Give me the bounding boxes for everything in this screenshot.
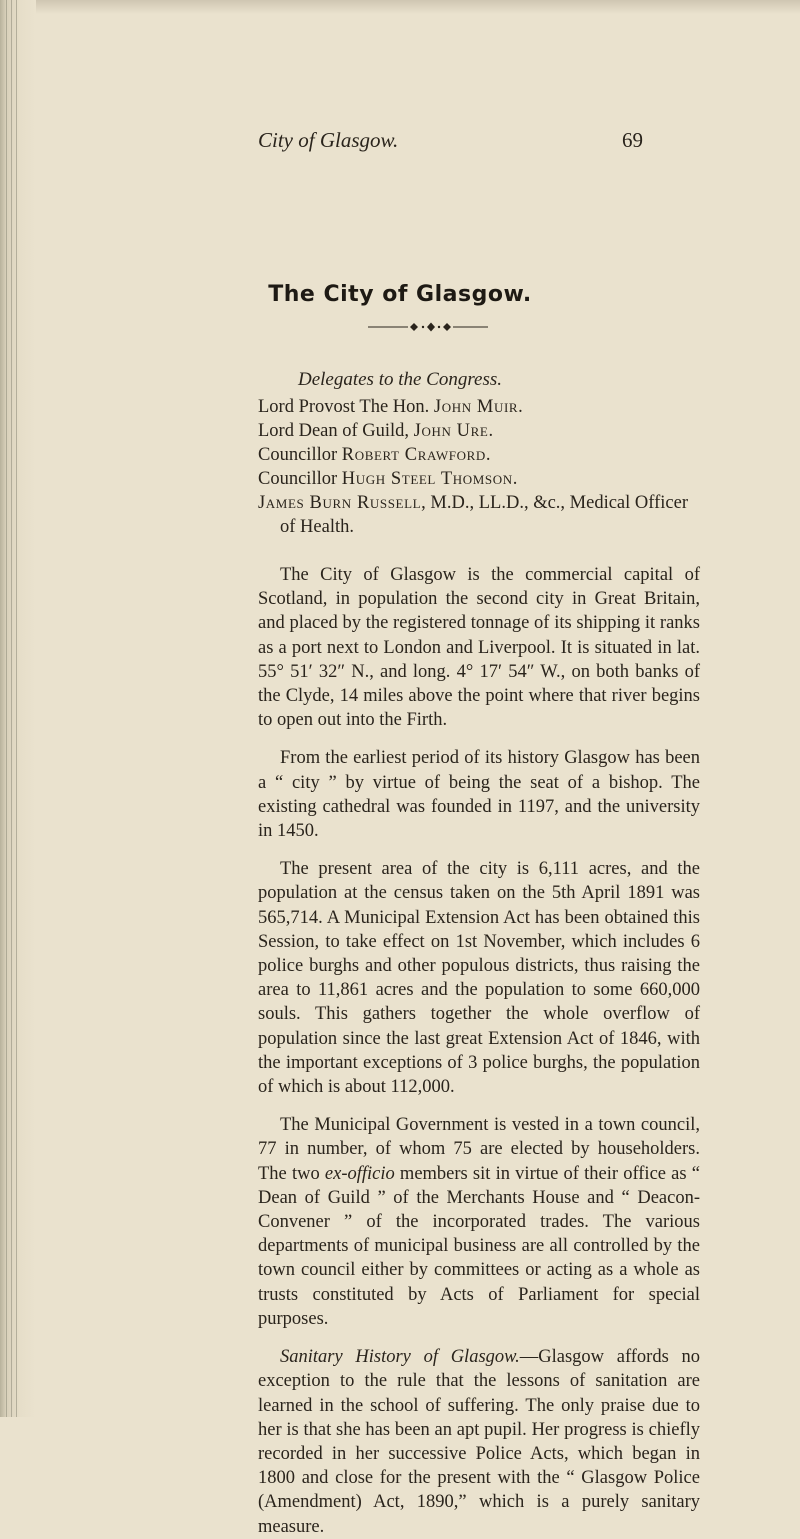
emphasis-text: ex-officio [324, 1163, 395, 1184]
delegate-entry [258, 467, 698, 491]
section-run-in-heading: Sanitary History of Glasgow. [280, 1347, 520, 1368]
delegates-list [258, 395, 698, 539]
ornament-divider [368, 321, 488, 333]
delegate-name: Robert Crawford [341, 445, 486, 465]
paragraph-text: —Glasgow affords no exception to the rule that the lessons of sanitation are learned in the school of suffering. The only praise due to her is that she has been an apt pupil. Her progress is chiefly recorded in her successive Police Acts, which began in 1800 and close for the present with the “ Glasgow Police (Amendment) Act, 1890,” which is a purely sanitary measure. [258, 1347, 700, 1537]
delegate-suffix: . [512, 469, 518, 489]
delegate-name: James Burn Russell [258, 493, 422, 513]
delegate-suffix: . [488, 421, 494, 441]
delegate-name: John Ure [413, 421, 489, 441]
page-title: The City of Glasgow. [268, 282, 532, 307]
delegate-entry [258, 395, 698, 419]
body-text [258, 563, 700, 1539]
delegate-prefix: Lord Dean of Guild, [258, 421, 414, 441]
paragraph [258, 1345, 700, 1539]
delegate-entry [258, 419, 698, 443]
page-edge-line [11, 0, 12, 1417]
paragraph: The present area of the city is 6,111 acres, and the population at the census taken on the 5th April 1891 was 565,714. A Municipal Extension Act has been obtained this Session, to take effect on 1st November, which includes 6 police burghs and other populous districts, thus raising the area to 11,861 acres and the population to some 660,000 souls. This gathers together the whole overflow of population since the last great Extension Act of 1846, with the important exceptions of 3 police burghs, the population of which is about 112,000. [258, 859, 700, 1098]
paragraph-text: members sit in virtue of their office as “ Dean of Guild ” of the Merchants House and “ Deacon-Convener ” of the incorporated trades. The various departments of municipal business are all controlled by the town council either by committees or acting as a whole as trusts constituted by Acts of Parliament for special purposes. [258, 1163, 700, 1329]
delegate-prefix: Lord Provost The Hon. [258, 397, 434, 417]
running-head [0, 128, 800, 152]
paragraph-text: The Municipal Government is vested in a town council, 77 in number, of whom 75 are elected by householders. The two [258, 1115, 700, 1184]
delegate-prefix: Councillor [258, 445, 342, 465]
delegate-suffix: . [518, 397, 523, 417]
page-edge-line [16, 0, 17, 1417]
delegate-entry [258, 443, 698, 467]
paragraph [258, 1113, 700, 1331]
paragraph: From the earliest period of its history Glasgow has been a “ city ” by virtue of being the seat of a bishop. The existing cathedral was founded in 1197, and the university in 1450. [258, 748, 700, 842]
delegate-suffix: . [485, 445, 491, 465]
running-title: City of Glasgow. [258, 128, 399, 152]
paragraph: The City of Glasgow is the commercial capital of Scotland, in population the second city in Great Britain, and placed by the registered tonnage of its shipping it ranks as a port next to London and Liverpool. It is situated in lat. 55° 51′ 32″ N., and long. 4° 17′ 54″ W., on both banks of the Clyde, 14 miles above the point where that river begins to open out into the Firth. [258, 565, 700, 731]
delegate-entry [258, 491, 698, 539]
page-number: 69 [622, 128, 643, 152]
page-top-shadow [0, 0, 800, 14]
page-edge-line [6, 0, 7, 1417]
delegate-name: Hugh Steel Thomson [341, 469, 513, 489]
delegate-name: John Muir [433, 397, 519, 417]
delegate-prefix: Councillor [258, 469, 342, 489]
delegate-suffix: , M.D., LL.D., &c., Medical Officer of Health. [280, 493, 688, 537]
section-subtitle: Delegates to the Congress. [297, 369, 503, 390]
